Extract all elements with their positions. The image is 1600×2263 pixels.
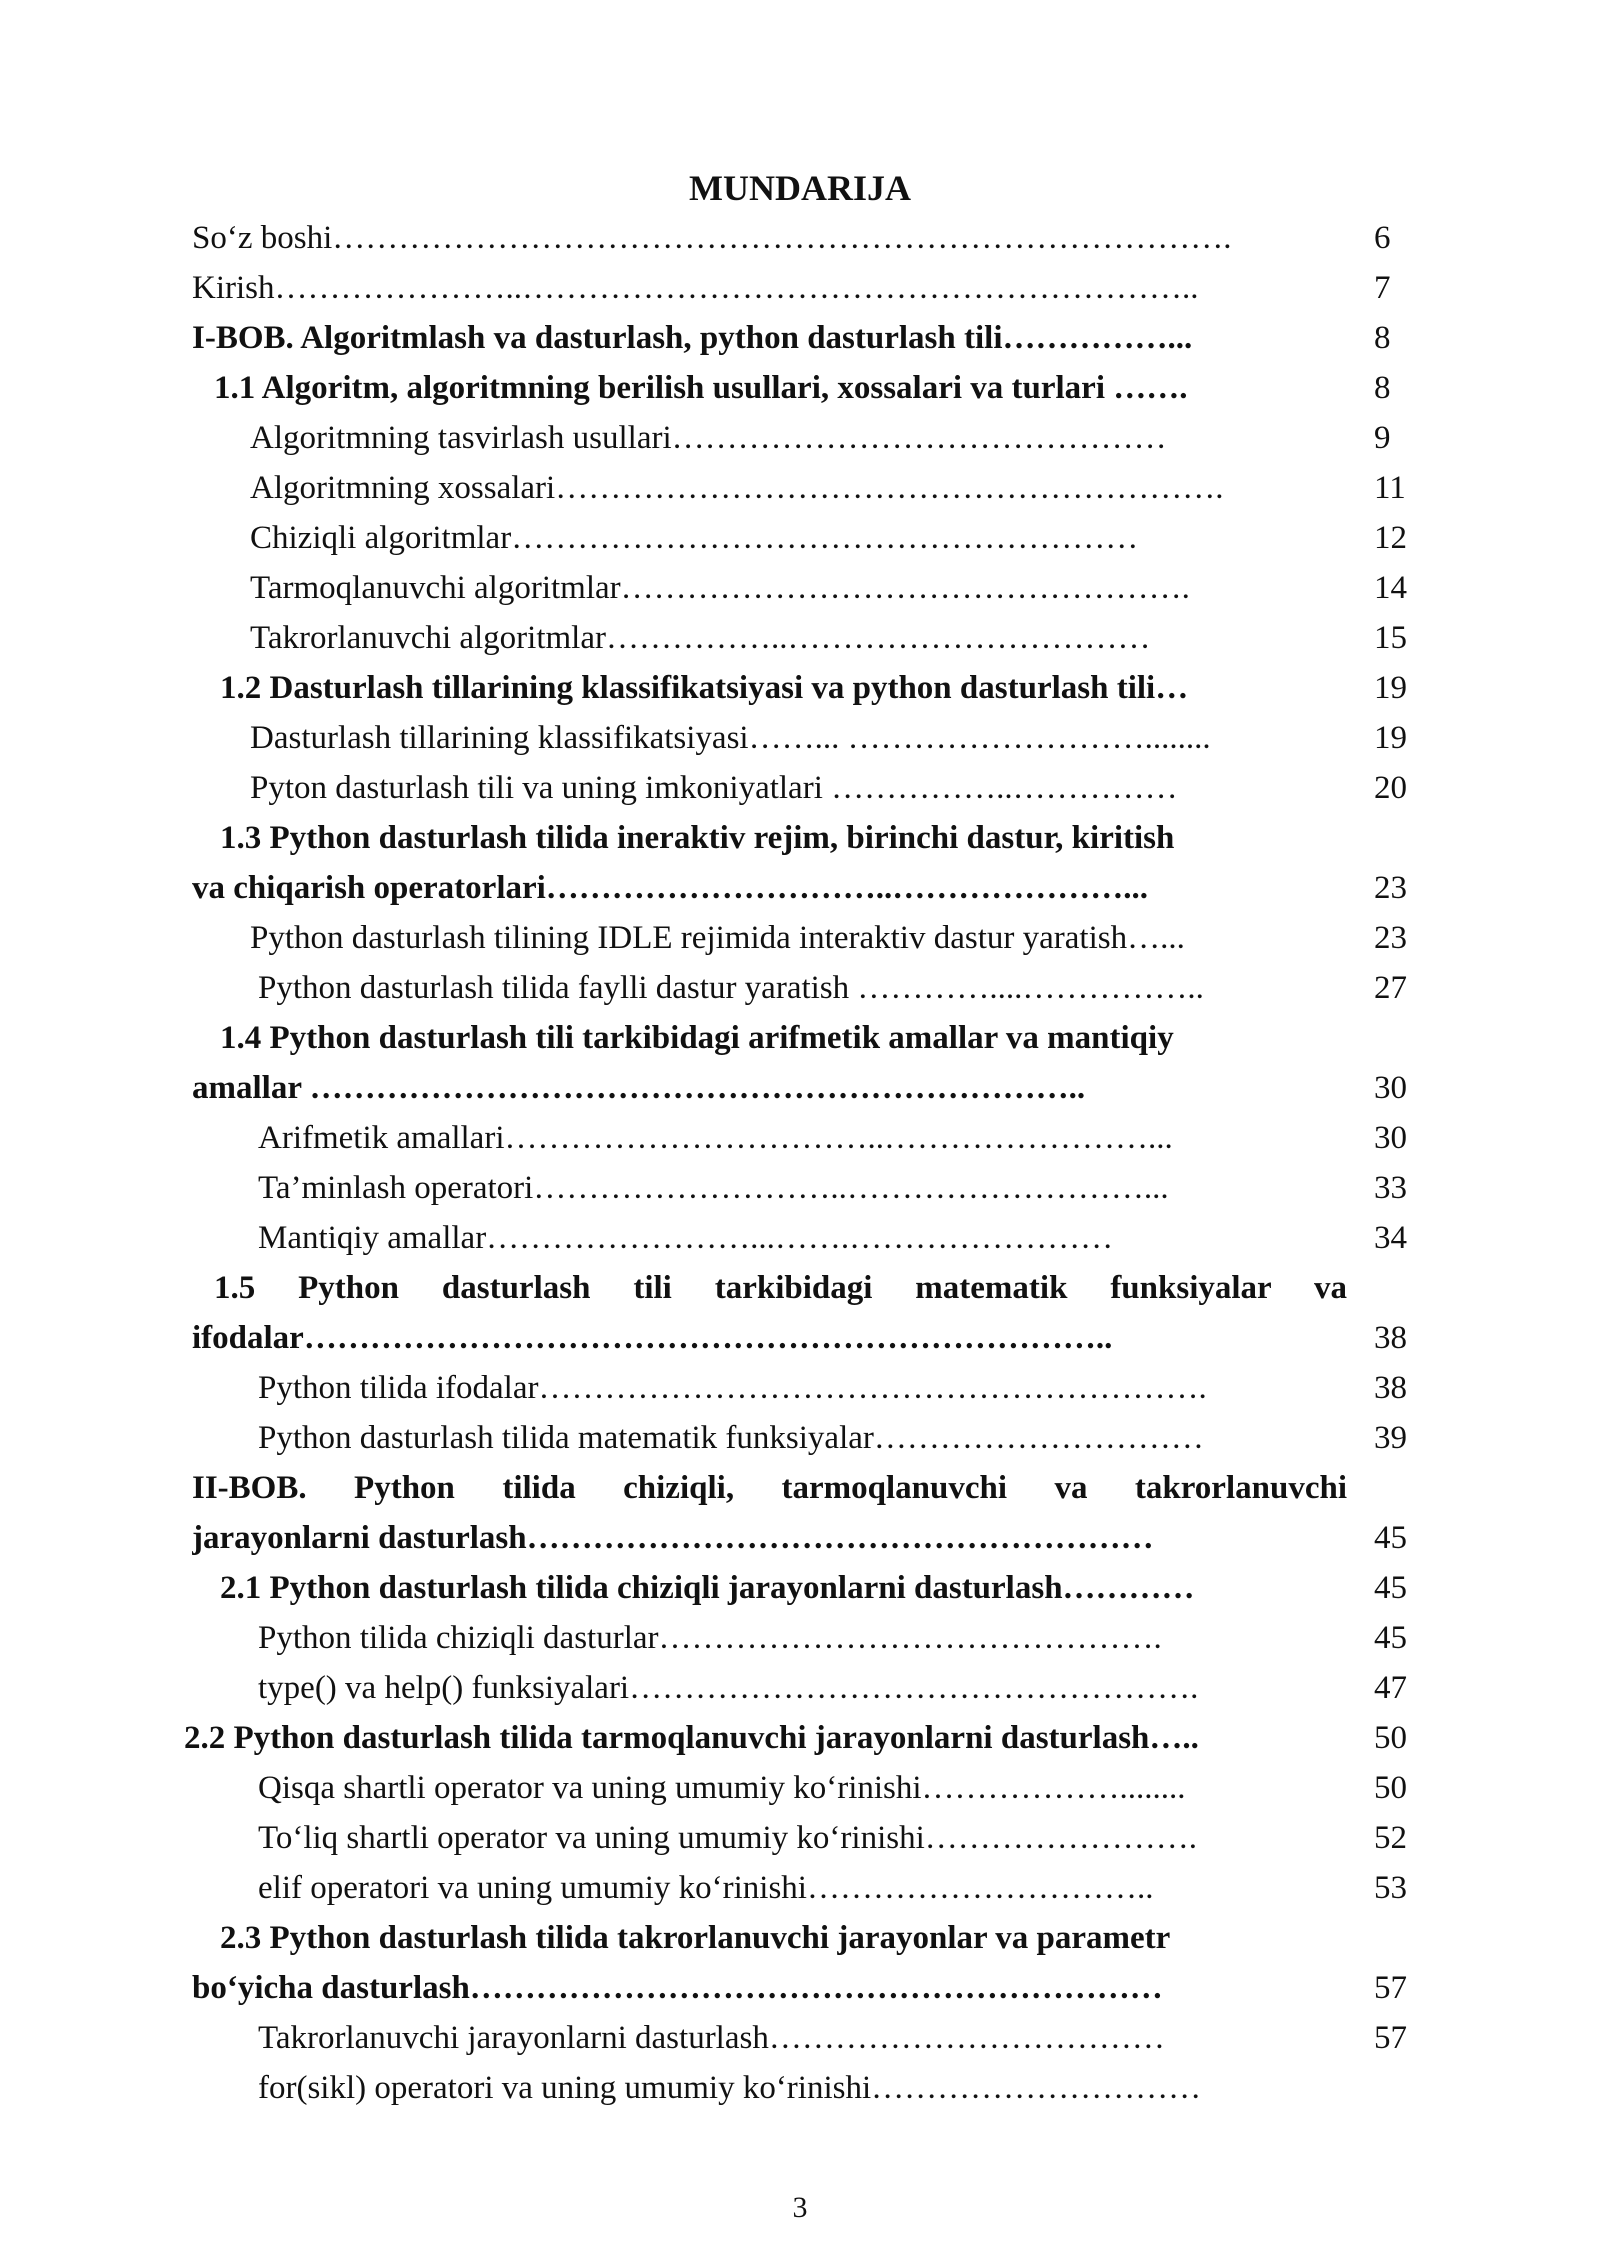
toc-entry [0, 1868, 1600, 1918]
toc-entry-page: 45 [1374, 1520, 1407, 1556]
toc-entry-title: Mantiqiy amallar……………………...…….…………………… [258, 1220, 1114, 1256]
toc-entry-page: 11 [1374, 470, 1406, 506]
toc-entry-title: Algoritmning tasvirlash usullari……………………………………… [250, 420, 1167, 456]
toc-entry-page: 30 [1374, 1070, 1407, 1106]
toc-entry [0, 1118, 1600, 1168]
toc-entry-title: To‘liq shartli operator va uning umumiy ko‘rinishi……………………. [258, 1820, 1198, 1856]
toc-entry-title: Chiziqli algoritmlar………………………………………………… [250, 520, 1139, 556]
toc-entry [0, 268, 1600, 318]
toc-entry-page: 57 [1374, 1970, 1407, 2006]
toc-entry-title: Python tilida chiziqli dasturlar………………………………………. [258, 1620, 1162, 1656]
toc-entry [0, 2068, 1600, 2118]
toc-entry [0, 418, 1600, 468]
toc-entry-page: 14 [1374, 570, 1407, 606]
toc-entry-title: 2.2 Python dasturlash tilida tarmoqlanuvchi jarayonlarni dasturlash….. [184, 1720, 1199, 1756]
toc-entry-page: 8 [1374, 320, 1391, 356]
toc-chapter-entry [0, 1468, 1600, 1568]
toc-entry-title: Arifmetik amallari……………………………..……………………... [258, 1120, 1173, 1156]
toc-entry-title: type() va help() funksiyalari……………………………………………. [258, 1670, 1199, 1706]
toc-entry [0, 1368, 1600, 1418]
toc-entry-title-continuation: bo‘yicha dasturlash……………………………………………………… [192, 1970, 1163, 2006]
toc-entry-page: 50 [1374, 1720, 1407, 1756]
toc-entry-page: 47 [1374, 1670, 1407, 1706]
toc-entry-title-continuation: jarayonlarni dasturlash………………………………………………… [192, 1520, 1154, 1556]
toc-entry-title: elif operatori va uning umumiy ko‘rinishi………………………….. [258, 1870, 1154, 1906]
toc-entry-page: 15 [1374, 620, 1407, 656]
toc-entry-title: Python dasturlash tilida faylli dastur yaratish …………....…………….. [258, 970, 1204, 1006]
toc-entry-title: Takrorlanuvchi algoritmlar……………..…………………………… [250, 620, 1151, 656]
toc-entry-title: Tarmoqlanuvchi algoritmlar……………………………………………. [250, 570, 1190, 606]
page-title: MUNDARIJA [689, 168, 911, 208]
toc-entry [0, 218, 1600, 268]
toc-chapter-entry [0, 318, 1600, 368]
toc-entry-page: 19 [1374, 670, 1407, 706]
toc-entry-title: Kirish…………………..…………………………………………………….. [192, 270, 1199, 306]
toc-entry [0, 1618, 1600, 1668]
toc-entry [0, 1218, 1600, 1268]
toc-entry [0, 1818, 1600, 1868]
toc-entry [0, 1418, 1600, 1468]
toc-entry-title: Takrorlanuvchi jarayonlarni dasturlash……………………………… [258, 2020, 1165, 2056]
toc-entry-page: 23 [1374, 870, 1407, 906]
toc-entry-title-continuation: va chiqarish operatorlari…………………………..…………………... [192, 870, 1149, 906]
toc-entry-page: 6 [1374, 220, 1391, 256]
toc-entry-title: 1.4 Python dasturlash tili tarkibidagi arifmetik amallar va mantiqiy [220, 1020, 1174, 1056]
toc-entry [0, 968, 1600, 1018]
toc-entry-page: 50 [1374, 1770, 1407, 1806]
toc-entry-page: 38 [1374, 1370, 1407, 1406]
toc-entry-page: 7 [1374, 270, 1391, 306]
toc-entry-title: 1.2 Dasturlash tillarining klassifikatsiyasi va python dasturlash tili… [220, 670, 1189, 706]
toc-section-entry [0, 1918, 1600, 2018]
toc-entry-title-continuation: amallar …………………………………………………………….. [192, 1070, 1086, 1106]
page-number: 3 [792, 2191, 808, 2224]
toc-entry-page: 9 [1374, 420, 1391, 456]
toc-entry-page: 20 [1374, 770, 1407, 806]
toc-entry-title: Python tilida ifodalar……………………………………………………. [258, 1370, 1207, 1406]
toc-entry-title-continuation: ifodalar……………………………………………………………….. [192, 1320, 1113, 1356]
toc-entry [0, 1168, 1600, 1218]
toc-section-entry [0, 1568, 1600, 1618]
toc-entry-title: Python dasturlash tilining IDLE rejimida interaktiv dastur yaratish…... [250, 920, 1185, 956]
toc-entry-title: Pyton dasturlash tili va uning imkoniyatlari ……………..…………… [250, 770, 1178, 806]
toc-entry [0, 2018, 1600, 2068]
toc-section-entry [0, 1018, 1600, 1118]
toc-entry-page: 38 [1374, 1320, 1407, 1356]
toc-entry-title: Algoritmning xossalari……………………………………………………. [250, 470, 1224, 506]
toc-entry-title: Ta’minlash operatori………………………..………………………... [258, 1170, 1169, 1206]
toc-entry-title: for(sikl) operatori va uning umumiy ko‘rinishi………………………… [258, 2070, 1202, 2106]
toc-entry-page: 19 [1374, 720, 1407, 756]
toc-entry-page: 8 [1374, 370, 1391, 406]
toc-entry-title: 1.3 Python dasturlash tilida ineraktiv rejim, birinchi dastur, kiritish [220, 820, 1175, 856]
toc-section-entry [0, 1268, 1600, 1368]
toc-entry [0, 918, 1600, 968]
toc-entry-page: 53 [1374, 1870, 1407, 1906]
toc-entry-page: 52 [1374, 1820, 1407, 1856]
toc-entry-title: So‘z boshi………………………………………………………………………. [192, 220, 1232, 256]
toc-entry-page: 45 [1374, 1620, 1407, 1656]
toc-section-entry [0, 818, 1600, 918]
toc-entry-page: 45 [1374, 1570, 1407, 1606]
toc-entry-page: 33 [1374, 1170, 1407, 1206]
toc-entry-title: II-BOB. Python tilida chiziqli, tarmoqlanuvchi va takrorlanuvchi [192, 1470, 1347, 1506]
toc-entry-page: 39 [1374, 1420, 1407, 1456]
toc-entry-title: Qisqa shartli operator va uning umumiy ko‘rinishi………………........ [258, 1770, 1186, 1806]
toc-entry [0, 718, 1600, 768]
toc-entry [0, 1768, 1600, 1818]
toc-entry-page: 57 [1374, 2020, 1407, 2056]
toc-entry [0, 768, 1600, 818]
toc-entry-page: 12 [1374, 520, 1407, 556]
toc-entry-title: 1.5 Python dasturlash tili tarkibidagi matematik funksiyalar va [214, 1270, 1347, 1306]
toc-entry-page: 27 [1374, 970, 1407, 1006]
toc-entry [0, 568, 1600, 618]
toc-entry [0, 518, 1600, 568]
toc-entry-page: 23 [1374, 920, 1407, 956]
toc-entry-title: 2.3 Python dasturlash tilida takrorlanuvchi jarayonlar va parametr [220, 1920, 1171, 1956]
toc-entry-title: 2.1 Python dasturlash tilida chiziqli jarayonlarni dasturlash………… [220, 1570, 1195, 1606]
toc-entry [0, 618, 1600, 668]
toc-section-entry [0, 368, 1600, 418]
toc-entry [0, 468, 1600, 518]
toc-entry-page: 30 [1374, 1120, 1407, 1156]
toc-entry-title: Dasturlash tillarining klassifikatsiyasi……... ………………………........ [250, 720, 1211, 756]
toc-section-entry [0, 1718, 1600, 1768]
toc-entry-title: Python dasturlash tilida matematik funksiyalar………………………… [258, 1420, 1204, 1456]
toc-entry-title: 1.1 Algoritm, algoritmning berilish usullari, xossalari va turlari ……. [214, 370, 1188, 406]
toc-entry-title: I-BOB. Algoritmlash va dasturlash, python dasturlash tili……………... [192, 320, 1193, 356]
toc-entry-page: 34 [1374, 1220, 1407, 1256]
toc-section-entry [0, 668, 1600, 718]
toc-entry [0, 1668, 1600, 1718]
